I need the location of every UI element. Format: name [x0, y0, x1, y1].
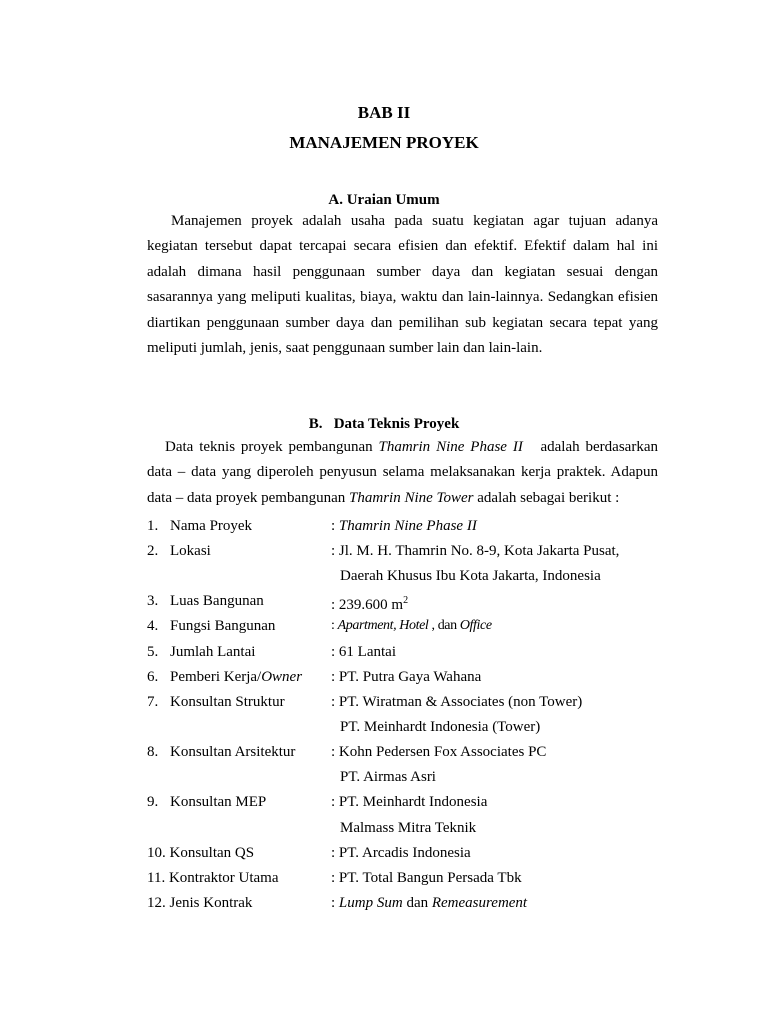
item-label: Luas Bangunan — [170, 593, 264, 609]
section-b-intro: Data teknis proyek pembangunan Thamrin Nine Phase II adalah berdasarkan data – data yang diperoleh penyusun selama melaksanakan kerja praktek. Adapun data – data proyek pembangunan Thamrin Nine Tower adalah sebagai berikut : — [147, 439, 658, 506]
item-value: : Jl. M. H. Thamrin No. 8-9, Kota Jakarta Pusat, — [331, 543, 620, 559]
item-label: Jumlah Lantai — [170, 644, 256, 660]
section-b-title: B. Data Teknis Proyek — [308, 416, 460, 432]
item-value-continuation: Daerah Khusus Ibu Kota Jakarta, Indonesia — [340, 568, 601, 584]
item-value-continuation: PT. Airmas Asri — [340, 769, 436, 785]
item-number: 8. — [147, 744, 159, 760]
item-number: 9. — [147, 794, 159, 810]
item-label: 12. Jenis Kontrak — [147, 895, 253, 911]
item-value: : PT. Putra Gaya Wahana — [331, 669, 482, 685]
item-number: 3. — [147, 593, 159, 609]
item-label: Fungsi Bangunan — [170, 618, 276, 634]
item-number: 2. — [147, 543, 159, 559]
item-value: : 239.600 $m^2$ — [331, 595, 409, 613]
item-value: : PT. Total Bangun Persada Tbk — [331, 870, 522, 886]
item-label: Nama Proyek — [170, 518, 253, 534]
item-number: 6. — [147, 669, 159, 685]
item-value: : 61 Lantai — [331, 644, 396, 660]
item-number: 4. — [147, 618, 159, 634]
item-value: : Apartment, Hotel , dan Office — [331, 618, 492, 633]
item-value: : PT. Wiratman & Associates (non Tower) — [331, 694, 583, 710]
item-label: Konsultan Arsitektur — [170, 744, 296, 760]
item-label: Konsultan Struktur — [170, 694, 285, 710]
section-a-title: A. Uraian Umum — [328, 192, 440, 208]
item-label: Pemberi Kerja/Owner — [170, 669, 303, 685]
item-value-continuation: Malmass Mitra Teknik — [340, 820, 477, 836]
item-label: 10. Konsultan QS — [147, 845, 255, 861]
item-value: : Kohn Pedersen Fox Associates PC — [331, 744, 547, 760]
item-number: 5. — [147, 644, 159, 660]
item-value: : Thamrin Nine Phase II — [331, 518, 477, 534]
item-number: 7. — [147, 694, 159, 710]
item-number: 1. — [147, 518, 159, 534]
chapter-title: MANAJEMEN PROYEK — [289, 133, 479, 152]
item-value: : PT. Meinhardt Indonesia — [331, 794, 488, 810]
item-label: Konsultan MEP — [170, 794, 267, 810]
section-a-paragraph: Manajemen proyek adalah usaha pada suatu kegiatan agar tujuan adanya kegiatan tersebut dapat tercapai secara efisien dan efektif. Efektif dalam hal ini adalah dimana hasil penggunaan sumber daya dan kegiatan sesuai dengan sasarannya yang meliputi kualitas, biaya, waktu dan lain-lainnya. Sedangkan efisien diartikan penggunaan sumber daya dan pemilihan sub kegiatan secara tepat yang meliputi jumlah, jenis, saat penggunaan sumber lain dan lain-lain. — [147, 213, 658, 357]
item-label: 11. Kontraktor Utama — [147, 870, 279, 886]
item-value: : Lump Sum dan Remeasurement — [331, 895, 528, 911]
chapter-heading: BAB II — [357, 103, 411, 122]
item-value: : PT. Arcadis Indonesia — [331, 845, 471, 861]
item-label: Lokasi — [170, 543, 211, 559]
item-value-continuation: PT. Meinhardt Indonesia (Tower) — [340, 719, 541, 735]
